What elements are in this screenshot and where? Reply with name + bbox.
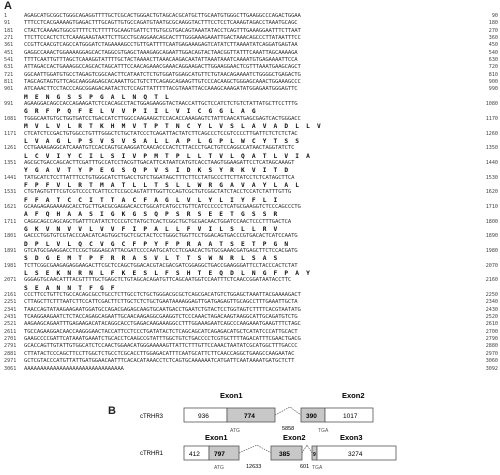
line-end-number: 180 (488, 20, 498, 27)
gene1-start-codon: ATG (230, 428, 240, 434)
line-start-number: 361 (4, 42, 14, 49)
line-end-number: 2070 (485, 262, 498, 269)
line-start-number: 1261 (4, 145, 17, 152)
line-start-number: 2881 (4, 350, 17, 357)
amino-acid-sequence: G K V N V V L V V F I P A L L F V I L S L L R V (24, 225, 279, 233)
nucleotide-sequence: GGGAGTGCAACATTTACGTTTTGCTGAGCTCTGTAGCACAGATGTTCAGCAATGGTCCAATTTCTCAACCGGATAATACCTTC (24, 277, 292, 284)
gene1-exon1-title: Exon1 (220, 391, 243, 400)
nucleotide-sequence: TTTTCAATTGTTTAGCTCAAAGGTATTTTGCTACTAAAACTTAAACAAGACAATATTAAATAAATCAAAATGTGAGAAAATTCCA (24, 57, 298, 64)
line-start-number: 1 (4, 13, 8, 19)
amino-acid-sequence: F P F V L R T M A T L L T S L L W R G A V A Y L A L (24, 181, 301, 189)
line-start-number: 901 (4, 86, 14, 93)
nucleotide-sequence: TTCTTCCACTCTCTCAAAGAAGTAATTCTTGCCTGCAGGAACAGCACTTTGGGAAAGAAATTGACTAAACAGCCCTTATAATTTCC (24, 35, 301, 42)
line-end-number: 2790 (485, 336, 498, 343)
line-end-number: 810 (488, 71, 498, 78)
gene1-cds2-label: 390 (306, 413, 317, 420)
nucleotide-sequence: CTCATCTCCGACTGTGGCCTGTTTGGGCTCTGCTATCCCTCAGATTACTATCTTCAGCCCTCCGTCCCCTTGATTCTCTCTCTAC (24, 130, 298, 137)
line-start-number: 1081 (4, 115, 17, 122)
line-start-number: 1441 (4, 174, 17, 181)
nucleotide-sequence: GCTCGTACCCATGTTATTGATGGAACAATTTCACACATAAACCTCTCAGTGCAAAAAATCATGATTCAATAAAATGATGCTCTT (24, 358, 295, 365)
line-end-number: 1530 (485, 174, 498, 181)
nucleotide-sequence: GACCCTGGTGTCGTACCCAACATCAGTGGCTGCTCGCTACTCCTGGGCTGGTTCCTGGACAGTGACCCGTGACACTCATCCAATG (24, 233, 298, 240)
nucleotide-sequence: CCCTTCCTGTTCTGCCACAGCGCCTGCCTCTTGCCTCTGCTGGGACGCGCTCAGCGACATGTCTGGAGCTAAATTACGAAAAGACT (24, 292, 301, 299)
line-end-number: 2250 (485, 292, 498, 299)
line-end-number: 2160 (485, 277, 498, 284)
line-end-number: 450 (488, 42, 498, 49)
line-start-number: 631 (4, 64, 14, 71)
gene2-cds3-label: 9 (313, 452, 316, 458)
line-end-number: 90 (491, 13, 498, 19)
line-start-number: 991 (4, 101, 14, 108)
nucleotide-sequence: TCTTCGGCGAAGAGAGGAAGACTTCGCTCCAGCTGGACACGTACGACGATCGGAGGCTGACCGAAGGGATTCCTACCCACTCTAT (24, 262, 298, 269)
gene2-intron1-label: 12633 (246, 464, 262, 470)
line-end-number: 3092 (485, 365, 498, 372)
gene2-name: cTRHR1 (140, 451, 164, 457)
line-end-number: 990 (488, 86, 498, 93)
nucleotide-sequence: GGCAATTGGATGTGCCTAGAGTCGGCAACTTCATAATCTCTGTGGATGGAGCATGTTCTGTAACAGAAAATCTGGGGCTGAGACTG (24, 71, 301, 78)
amino-acid-sequence: D P L V L Q C V G C F P Y F P R A A T S E T P G N (24, 240, 290, 248)
nucleotide-sequence: TCAAGGAAGAATCTCTACCAGAGCAGAATTGCAACAAGAGGCGAAGGTCTCCCAAACTAGACAAGTAAGGCATTGCAGATGTCTG (24, 314, 298, 321)
line-end-number: 1710 (485, 203, 498, 210)
line-end-number: 1170 (485, 115, 498, 122)
line-start-number: 1531 (4, 189, 17, 196)
nucleotide-sequence: GAGGCCAAACTGGAAAAGGAGCACTAGGCGTGAGCTAAAGAGCAGAATTGGACAGTACTAACGGTTATTTCAAATTAGCAAAAGA (24, 49, 298, 56)
nucleotide-sequence: ATTAGACCACTGAAAGGCCAGCACTAGCATTTCCAACAGAAACGAAACAGGAAGACTTGGAAGGAACTCGTTTAAATGAAGCAGCT (24, 64, 301, 71)
gene1-utr5-label: 936 (198, 413, 209, 420)
gene1-stop-codon: TGA (318, 428, 329, 434)
line-start-number: 2701 (4, 336, 17, 343)
line-start-number: 721 (4, 71, 14, 78)
line-start-number: 271 (4, 35, 14, 42)
amino-acid-sequence: S D G E M T P F R R A S V L T T S W N R L S A S (24, 255, 279, 263)
line-end-number: 900 (488, 79, 498, 86)
line-end-number: 360 (488, 35, 498, 42)
gene2-exon3-title: Exon3 (340, 433, 363, 442)
nucleotide-sequence: AAGAAGCAGAATTTGAGAAGACATACAGGCACCTGAGACAAGAAAGGCCTTTGGAAAGAATCAGCCCAAGAAATGAAGTTTCTAGC (24, 321, 301, 328)
gene2-exon1-title: Exon1 (205, 433, 228, 442)
amino-acid-sequence: L V A G L P S V S V S A L L A P L G P L W C Y T S S (24, 137, 301, 145)
gene2-utr5-label: 412 (189, 451, 200, 458)
amino-acid-sequence: A F Q H A A S I G K G S Q P S R S E E T G S S R (24, 211, 279, 219)
nucleotide-sequence: AGAGCATGCGGCTGGGCAGAGGTTTTGCTCGCACTGGGACTGTAGCACGCATGCTTGCAATGTGGGCTTGAAGGCCCAGACTGGAA (24, 13, 301, 19)
gene1-exon2-title: Exon2 (342, 391, 365, 400)
line-end-number: 630 (488, 57, 498, 64)
line-end-number: 1980 (485, 248, 498, 254)
gene2-stop-codon: TGA (312, 465, 323, 471)
line-start-number: 1801 (4, 233, 17, 240)
line-start-number: 2521 (4, 321, 17, 328)
panel-b-label: B (108, 405, 116, 417)
line-start-number: 2071 (4, 277, 17, 284)
amino-acid-sequence: F F A T C C I T T A C F A G L V L Y L I Y F L I (24, 196, 279, 204)
line-end-number: 1620 (485, 189, 498, 196)
line-start-number: 2971 (4, 358, 17, 365)
nucleotide-sequence: CTTATACTCCCAGCTTCCTTGGCTCTGCCTCGCACCTTGGAGACATTTCAATGCATTCTTCAACCAGGCTGAAGCCAAGAATAC (24, 350, 295, 357)
gene2-intron1-line (239, 445, 271, 453)
line-start-number: 1891 (4, 248, 17, 254)
nucleotide-sequence: CTTAGCTTCTTTAATCTTCCATTCGACTTCTTGCTCTCTGCTGAATAAAAGGAGTTGATGAGAGTTGCAGCCTTTGAAATTGCTA (24, 299, 298, 306)
line-start-number: 2341 (4, 306, 17, 313)
gene2-intron2-label: 601 (300, 464, 310, 470)
nucleotide-sequence: CTACTCAAAAGTGGCGTTTTCTCTTTTTGCAAGTGATTCTTGTGCGTGACAGTAAATATACCTCAGTTTGAAAGGAATTTCTTAAT (24, 27, 301, 34)
amino-acid-sequence: G R F P Q F E L V V P I I L V I C G G L A G (24, 108, 258, 116)
nucleotide-sequence: AGAAGGACAGCCACCAGAAGATCTCCACAGCCTACTGGAGAAGGTACTAACCATTGCTCCATCTCTGTCTATTATGCTTCCTTTG (24, 101, 298, 108)
line-start-number: 2251 (4, 299, 17, 306)
nucleotide-sequence: TAACCAGTATAAGAAGAATGGATGCCAGACGAGAGCAAGTGCAATGACCTGAATCTGTACTCCTGGTAGTCTTTTCACGTAATATG (24, 306, 301, 313)
gene2-cds2-label: 385 (279, 451, 290, 458)
amino-acid-sequence: S E A N N T F G F (24, 284, 117, 292)
gene2-start-codon: ATG (214, 465, 224, 471)
line-end-number: 540 (488, 49, 498, 56)
line-end-number: 270 (488, 27, 498, 34)
line-start-number: 2161 (4, 292, 17, 299)
line-end-number: 2520 (485, 314, 498, 321)
amino-acid-sequence: M V L V L R T K H M V T P T N C Y L V S L A V A D L L V (24, 123, 323, 131)
gene1-intron-line (275, 407, 301, 415)
line-end-number: 1260 (485, 130, 498, 137)
amino-acid-sequence: M E N G S S P G A L N Q T L (24, 93, 171, 101)
nucleotide-sequence: GTCATGCGAAGGACCTCCGCTGGGAGCATTACGATCCCCAATGCATCCTCGAACACTGTGCGAAACGATGAGCTTCTCCACGATG (24, 248, 298, 254)
nucleotide-sequence: TTTCCTCACGAAAAGTGAGACTTTGCAGTTGTGCCAGATGTAATGCGCAAGGTACTTTCCTCCTCAAAGTAGACCTAAATGCAGC (24, 20, 298, 27)
line-end-number: 2340 (485, 299, 498, 306)
line-end-number: 2880 (485, 343, 498, 350)
line-start-number: 541 (4, 57, 14, 64)
line-end-number: 2430 (485, 306, 498, 313)
gene2-exon2-title: Exon2 (283, 433, 306, 442)
amino-acid-sequence: L S E K N R N L F K E S L F S H T E Q D L N G F P A Y (24, 270, 312, 278)
nucleotide-sequence: ATCAAACTTCCTACCCAGCGGAGACAATACTCTCCAGTTATTTTTACGTAAATTACCAAAGCAAAGATATGGAGAATGGGAGTTC (24, 86, 298, 93)
nucleotide-sequence: GCACCAGTTGTATTGTGGCATCTCCAACTGGAACATGGGAAAAAGTTATTCTTTGTTCCAAACTAATATCGCATGGCTTTGACCC (24, 343, 298, 350)
line-end-number: 720 (488, 64, 498, 71)
nucleotide-sequence: CTGTAGTGTTTCGTCGTCCCCTCATTCCTCCGCCAGTATTTGGTTCCAGTCGCTGTCGGCTATCTACCTCCATCTATTTGTTG (24, 189, 292, 196)
nucleotide-sequence: GAAGCCCCGATTCATAAATGAAATCTGCACCTCAAGCCGTATTTGGCTGTCTGACCCCTCGTGCTTTTAGACATTTCGAACTGACG (24, 336, 301, 343)
line-start-number: 1171 (4, 130, 17, 137)
nucleotide-sequence: CAGGCAGCCAGCAGCTGATTTCATATCTCCCGTCTATGCTCACTCGGCTGCTGCGACAACTGGATCCAACTCCCTTTGACTCA (24, 218, 292, 225)
nucleotide-sequence: TGGGCAATGTGCTGGTGATCCTGACCATCTTGGCCAAGAAGCTCCACACCAAAGAGTCTATTCAACATGAGCGAGTCACTGGGACC (24, 115, 301, 122)
gene1-intron-label: 5858 (282, 426, 295, 432)
nucleotide-sequence: AGCGCTGACCAGCACTTCGATTTGCCATCCTACGTTGACATTCATAATCATGTCACCTAAGTGGAAGATTCCTCATAGCAAAGT (24, 159, 295, 166)
nucleotide-sequence: TGCCAGAAGGACAACCAAGGGAACTACCATTCCTCCCTGATATACTCTCAGCAGCATCAGAGACATGCTCATATCCCATTGCACT (24, 328, 298, 335)
line-start-number: 451 (4, 49, 14, 56)
line-start-number: 1621 (4, 203, 17, 210)
line-start-number: 181 (4, 27, 14, 34)
line-start-number: 2611 (4, 328, 17, 335)
nucleotide-sequence: GCAAGAGAGAAAAGCACCTGCTTGACGCGAGGACACCTGGCATCATGCCTGTTCATCCCCCCTCATGCGAAGGTCTCCCAGCCCTG (24, 203, 301, 210)
line-end-number: 1350 (485, 145, 498, 152)
gene1-utr3-label: 1017 (343, 413, 358, 420)
nucleotide-sequence: CCGTTCAACGTCAGCCATGGGATCTAGAAAAGCCTGTTGATTTTCAATGAGAAAGAGTCATATCTTAAAATATCAGGATGAGTAA (24, 42, 298, 49)
line-start-number: 2431 (4, 314, 17, 321)
gene2-intron2-line (302, 445, 312, 453)
gene1-cds1-label: 774 (244, 413, 255, 420)
line-end-number: 1440 (485, 159, 498, 166)
gene1-name: cTRHR3 (140, 414, 164, 420)
line-end-number: 3060 (485, 358, 498, 365)
gene2-cds1-label: 797 (214, 451, 225, 458)
line-start-number: 1351 (4, 159, 17, 166)
line-end-number: 1800 (485, 218, 498, 225)
line-end-number: 2970 (485, 350, 498, 357)
line-start-number: 3061 (4, 365, 17, 372)
gene2-utr3-label: 3274 (348, 451, 363, 458)
line-start-number: 91 (4, 20, 11, 27)
nucleotide-sequence: AAAAAAAAAAAAAAAAAAAAAAAAAAAAAAA (24, 365, 124, 372)
amino-acid-sequence: L C V I Y C I L S I V P M T P L L T V L Q A T L V I A (24, 152, 312, 160)
line-start-number: 1711 (4, 218, 17, 225)
line-start-number: 1981 (4, 262, 17, 269)
nucleotide-sequence: TAGCAGTAGTGTTCAGCAAGGAGAGCACAAATTGCTGTCTTCAGAGCAGAAGTTGTCCCACAAGCTGGGAGCAAACTGGAAAGCCC (24, 79, 301, 86)
line-end-number: 1890 (485, 233, 498, 240)
line-end-number: 2610 (485, 321, 498, 328)
line-end-number: 2700 (485, 328, 498, 335)
line-start-number: 2791 (4, 343, 17, 350)
amino-acid-sequence: Y G A V T Y P E G S Q P V S I D K S Y R K V I T D (24, 167, 290, 175)
line-start-number: 811 (4, 79, 14, 86)
nucleotide-sequence: CCTGAAAGAGGCATCAAATGTCCACCAGTGCAAGGATCAACACCCACTCTTACCCTGACTGTCCAGGCCATAACTAGGTATCTC (24, 145, 295, 152)
panel-a-label: A (4, 0, 12, 12)
nucleotide-sequence: TATGCATCTCCTTATTTCCTGTGGGCATCTTGACCTGTCTGGATAGCTTTCTTCCTATGCCCTTCTTATCCTCTCATAGCTTCA (24, 174, 295, 181)
line-end-number: 1080 (485, 101, 498, 108)
